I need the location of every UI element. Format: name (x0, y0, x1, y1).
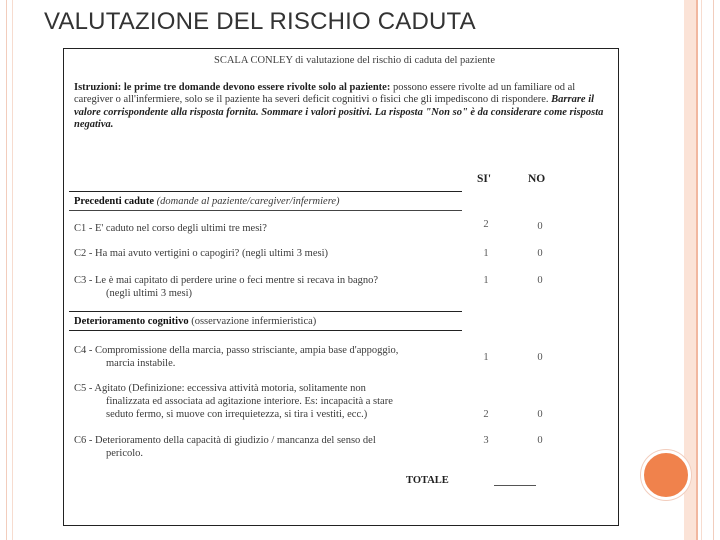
item-c5-text-3: seduto fermo, si muove con irrequietezza, si tira i vestiti, ecc.) (106, 409, 368, 420)
item-c3-yes[interactable]: 1 (483, 275, 489, 286)
item-c6-yes[interactable]: 3 (483, 435, 489, 446)
item-c6-text-2: pericolo. (106, 448, 144, 459)
instructions-label: Istruzioni: le prime tre domande devono essere rivolte solo al paziente: (74, 82, 391, 93)
total-label: TOTALE (406, 475, 449, 486)
total-field[interactable] (494, 485, 536, 486)
item-c2-text: C2 - Ha mai avuto vertigini o capogiri? (negli ultimi 3 mesi) (74, 248, 328, 259)
item-c1-yes[interactable]: 2 (483, 219, 489, 230)
item-c4-no[interactable]: 0 (537, 352, 543, 363)
item-c2-yes[interactable]: 1 (483, 248, 489, 259)
section-title-cognitive: Deterioramento cognitivo (osservazione infermieristica) (74, 316, 317, 327)
instructions-text-1: possono essere rivolte ad un familiare od al caregiver o all'infermiere, solo se il paziente ha severi deficit cognitivi o fisici che gli impediscono di rispondere. (74, 82, 576, 106)
instructions (74, 82, 614, 132)
item-c5-text: C5 - Agitato (Definizione: eccessiva attività motoria, solitamente non (74, 383, 366, 394)
item-c1-no[interactable]: 0 (537, 221, 543, 232)
item-c4-text: C4 - Compromissione della marcia, passo strisciante, ampia base d'appoggio, (74, 345, 399, 356)
slide-right-line (696, 0, 698, 540)
document-header: SCALA CONLEY di valutazione del rischio di caduta del paziente (214, 55, 495, 66)
section-title-falls: Precedenti cadute (domande al paziente/caregiver/infermiere) (74, 196, 340, 207)
section-rule-bottom (69, 330, 462, 331)
item-c5-yes[interactable]: 2 (483, 409, 489, 420)
item-c4-text-2: marcia instabile. (106, 358, 176, 369)
section-rule-top (69, 311, 462, 312)
column-header-yes: SI' (477, 173, 492, 185)
item-c2-no[interactable]: 0 (537, 248, 543, 259)
item-c1-text: C1 - E' caduto nel corso degli ultimi tre mesi? (74, 223, 267, 234)
slide-title: VALUTAZIONE DEL RISCHIO CADUTA (44, 8, 476, 35)
item-c3-text-2: (negli ultimi 3 mesi) (106, 288, 193, 299)
item-c4-yes[interactable]: 1 (483, 352, 489, 363)
column-header-no: NO (528, 173, 546, 185)
decorative-circle (641, 450, 691, 500)
item-c6-text: C6 - Deterioramento della capacità di giudizio / mancanza del senso del (74, 435, 376, 446)
section-rule-top (69, 191, 462, 192)
section-rule-bottom (69, 210, 462, 211)
scanned-document (63, 48, 619, 526)
instructions-text-2: Barrare il valore corrispondente alla risposta fornita. Sommare i valori positivi. La risposta "Non so" è da considerare come risposta negativa. (74, 94, 604, 131)
item-c5-no[interactable]: 0 (537, 409, 543, 420)
item-c3-text: C3 - Le è mai capitato di perdere urine o feci mentre si recava in bagno? (74, 275, 379, 286)
item-c3-no[interactable]: 0 (537, 275, 543, 286)
item-c6-no[interactable]: 0 (537, 435, 543, 446)
item-c5-text-2: finalizzata ed associata ad agitazione interiore. Es: incapacità a stare (106, 396, 393, 407)
